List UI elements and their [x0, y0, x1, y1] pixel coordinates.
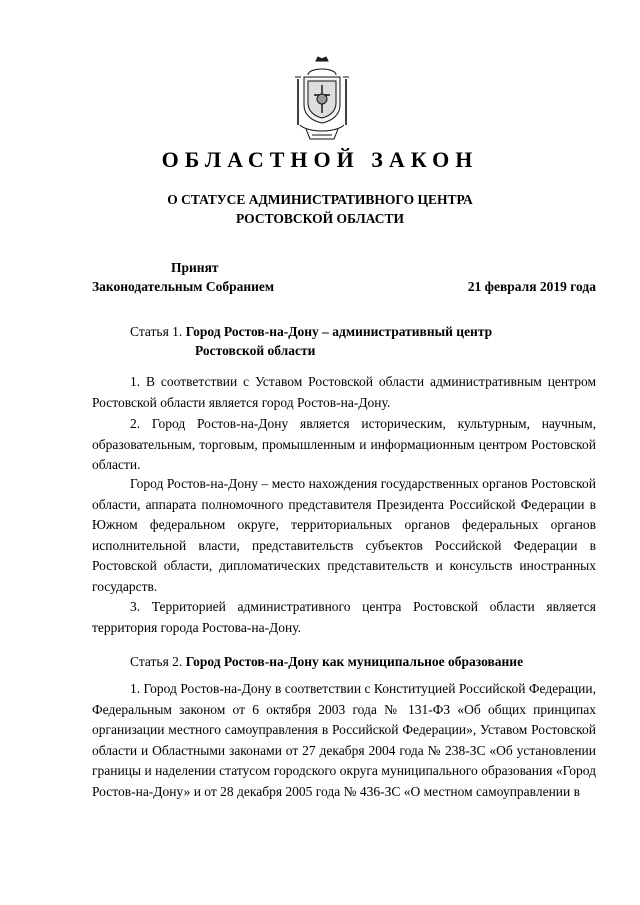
- law-subtitle-line: РОСТОВСКОЙ ОБЛАСТИ: [236, 211, 404, 226]
- adoption-date: 21 февраля 2019 года: [467, 279, 596, 294]
- rostov-coat-of-arms-emblem: [294, 55, 350, 141]
- law-subtitle-line: О СТАТУСЕ АДМИНИСТРАТИВНОГО ЦЕНТРА: [167, 192, 473, 207]
- article-1-paragraph: Город Ростов-на-Дону – место нахождения государственных органов Ростовской области, аппарата полномочного представителя Президента Российской Федерации в Южном федеральном округе, территориальных органов федеральных органов исполнительной власти, представительств субъектов Российской Федерации в Ростовской области, дипломатических представительств и консульств иностранных государств.: [92, 476, 596, 594]
- article-1-paragraph: 2. Город Ростов-на-Дону является историческим, культурным, научным, образовательным, торговым, промышленным и информационным центром Ростовской области.: [92, 416, 596, 472]
- article-2-heading: [130, 652, 523, 671]
- article-1-paragraph: 1. В соответствии с Уставом Ростовской области административным центром Ростовской области является город Ростов-на-Дону.: [92, 374, 596, 410]
- article-2-paragraph: 1. Город Ростов-на-Дону в соответствии с Конституцией Российской Федерации, Федеральным законом от 6 октября 2003 года № 131-ФЗ «Об общих принципах организации местного самоуправления в Российской Федерации», Уставом Ростовской области и Областными законами от 27 декабря 2004 года № 238-ЗС «Об установлении границы и наделении статусом городского округа муниципального образования «Город Ростов-на-Дону» и от 28 декабря 2005 года № 436-ЗС «О местном самоуправлении в: [92, 681, 596, 799]
- law-subtitle: [0, 190, 640, 228]
- article-1-heading: [130, 322, 492, 360]
- adopted-label: Принят: [171, 260, 219, 275]
- law-title: ОБЛАСТНОЙ ЗАКОН: [161, 147, 479, 172]
- article-title: Город Ростов-на-Дону – административный центр: [185, 324, 493, 339]
- article-title: Город Ростов-на-Дону как муниципальное образование: [185, 654, 524, 669]
- article-label: Статья 1.: [130, 324, 183, 339]
- article-title-continued: Ростовской области: [195, 343, 316, 358]
- article-label: Статья 2.: [130, 654, 183, 669]
- adopted-by-label: Законодательным Собранием: [92, 279, 275, 294]
- article-1-paragraph: 3. Территорией административного центра Ростовской области является территория города Ростова-на-Дону.: [92, 599, 596, 635]
- adoption-block: [92, 258, 274, 296]
